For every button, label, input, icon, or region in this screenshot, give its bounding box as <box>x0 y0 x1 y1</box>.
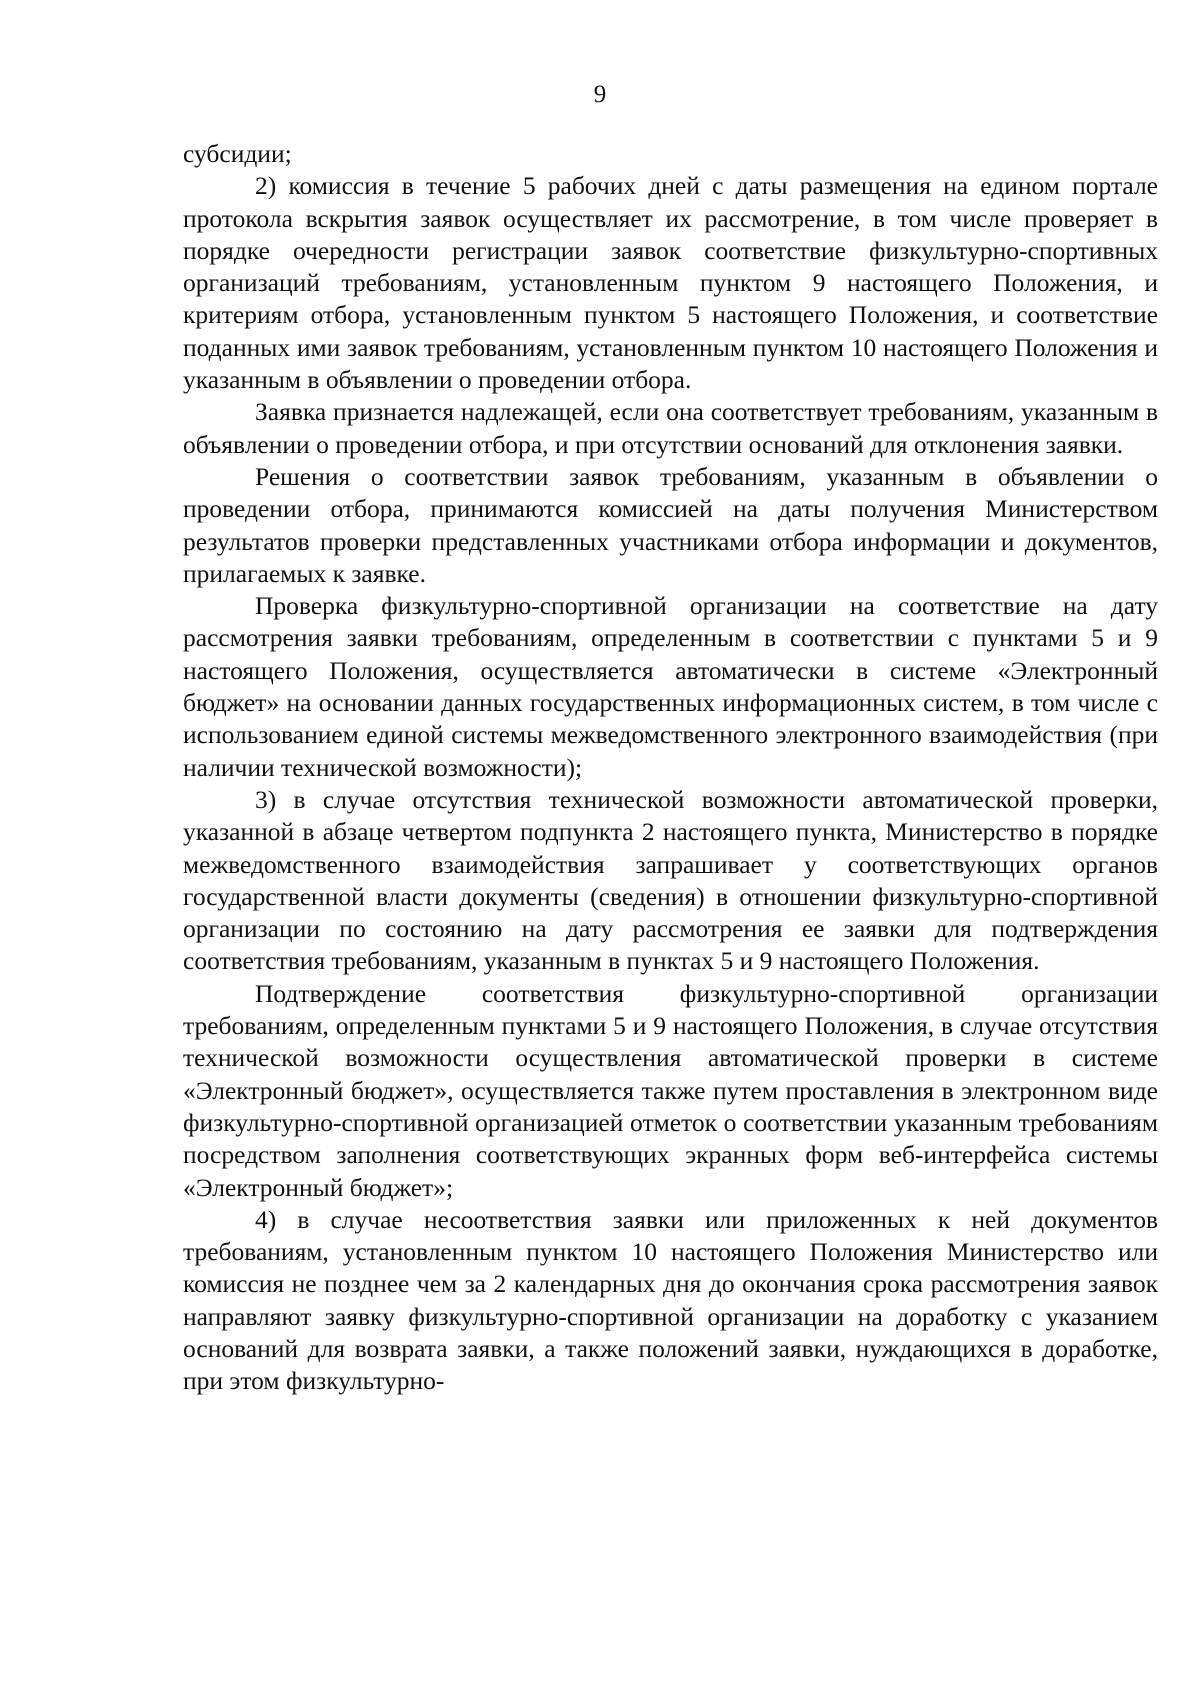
page-number: 9 <box>593 81 607 108</box>
paragraph: 2) комиссия в течение 5 рабочих дней с даты размещения на едином портале протокола вскрытия заявок осуществляет их рассмотрение, в том числе проверяет в порядке очередности регистрации заявок соответствие физкультурно-спортивных организаций требованиям, установленным пунктом 9 настоящего Положения, и критериям отбора, установленным пунктом 5 настоящего Положения, и соответствие поданных ими заявок требованиям, установленным пунктом 10 настоящего Положения и указанным в объявлении о проведении отбора. <box>183 171 1158 395</box>
paragraph: субсидии; <box>183 139 292 168</box>
paragraph: Решения о соответствии заявок требованиям, указанным в объявлении о проведении отбора, принимаются комиссией на даты получения Министерством результатов проверки представленных участниками отбора информации и документов, прилагаемых к заявке. <box>183 461 1158 588</box>
paragraph: Проверка физкультурно-спортивной организации на соответствие на дату рассмотрения заявки требованиям, определенным в соответствии с пунктами 5 и 9 настоящего Положения, осуществляется автоматически в системе «Электронный бюджет» на основании данных государственных информационных систем, в том числе с использованием единой системы межведомственного электронного взаимодействия (при наличии технической возможности); <box>183 591 1158 782</box>
paragraph: Заявка признается надлежащей, если она соответствует требованиям, указанным в объявлении о проведении отбора, и при отсутствии оснований для отклонения заявки. <box>183 397 1158 459</box>
paragraph: Подтверждение соответствия физкультурно-спортивной организации требованиям, определенным пунктами 5 и 9 настоящего Положения, в случае отсутствия технической возможности осуществления автоматической проверки в системе «Электронный бюджет», осуществляется также путем проставления в электронном виде физкультурно-спортивной организацией отметок о соответствии указанным требованиям посредством заполнения соответствующих экранных форм веб-интерфейса системы «Электронный бюджет»; <box>183 978 1158 1202</box>
paragraph: 3) в случае отсутствия технической возможности автоматической проверки, указанной в абзаце четвертом подпункта 2 настоящего пункта, Министерство в порядке межведомственного взаимодействия запрашивает у соответствующих органов государственной власти документы (сведения) в отношении физкультурно-спортивной организации по состоянию на дату рассмотрения ее заявки для подтверждения соответствия требованиям, указанным в пунктах 5 и 9 настоящего Положения. <box>183 784 1158 976</box>
paragraph: 4) в случае несоответствия заявки или приложенных к ней документов требованиям, установленным пунктом 10 настоящего Положения Министерство или комиссия не позднее чем за 2 календарных дня до окончания срока рассмотрения заявок направляют заявку физкультурно-спортивной организации на доработку с указанием оснований для возврата заявки, а также положений заявки, нуждающихся в доработке, при этом физкультурно- <box>183 1204 1158 1396</box>
document-body <box>183 138 1158 1398</box>
